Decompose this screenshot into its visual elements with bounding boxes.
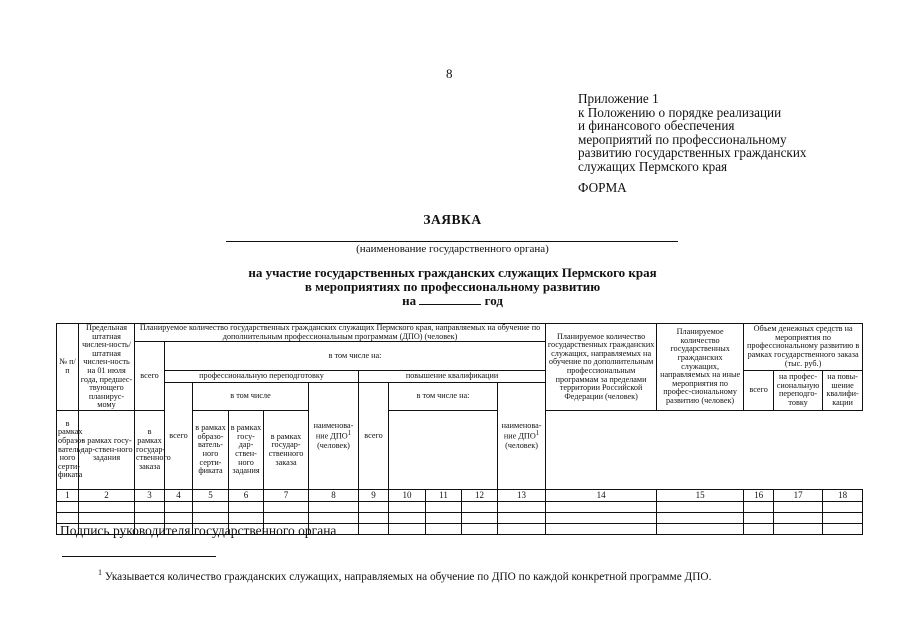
table-cell[interactable] — [657, 512, 744, 523]
header-qualification-dpo: наименова-ние ДПО$^1$ (человек) — [498, 383, 546, 490]
column-number: 6 — [229, 489, 264, 501]
column-number: 11 — [426, 489, 462, 501]
header-qualification-order: в рамках государ-ственного заказа — [264, 410, 309, 489]
table-cell[interactable] — [389, 512, 426, 523]
header-retraining-incl: в том числе — [193, 383, 309, 411]
column-number: 12 — [462, 489, 498, 501]
table-cell[interactable] — [744, 501, 774, 512]
table-cell[interactable] — [79, 501, 135, 512]
table-cell[interactable] — [193, 501, 229, 512]
table-cell[interactable] — [264, 512, 309, 523]
document-subtitle — [0, 266, 905, 308]
header-abroad: Планируемое количество государственных гражданских служащих, направляемых на обучение по дополнительным профессиональным программам за пределами территории Российской Федерации (человек) — [546, 324, 657, 411]
table-cell[interactable] — [462, 501, 498, 512]
document-title: ЗАЯВКА — [423, 212, 482, 227]
table-cell[interactable] — [165, 501, 193, 512]
table-cell[interactable] — [657, 523, 744, 534]
table-cell[interactable] — [389, 523, 426, 534]
table-cell[interactable] — [229, 501, 264, 512]
table-cell[interactable] — [165, 512, 193, 523]
table-cell[interactable] — [79, 512, 135, 523]
header-money-total: всего — [744, 370, 774, 410]
page-number: 8 — [446, 66, 453, 81]
column-number-row — [57, 489, 863, 501]
table-row — [57, 501, 863, 512]
form-label: ФОРМА — [578, 180, 627, 195]
column-number: 10 — [389, 489, 426, 501]
table-cell[interactable] — [426, 512, 462, 523]
table-cell[interactable] — [546, 523, 657, 534]
column-number: 14 — [546, 489, 657, 501]
column-number: 17 — [774, 489, 823, 501]
header-retraining-dpo: наименова-ние ДПО$^1$ (человек) — [309, 383, 359, 490]
header-qualification-task: в рамках госу-дар-ствен-ного задания — [229, 410, 264, 489]
header-money-qualification: на повы-шение квалифи-кации — [823, 370, 863, 410]
table-cell[interactable] — [774, 512, 823, 523]
table-cell[interactable] — [426, 501, 462, 512]
subtitle-suffix: год — [484, 293, 503, 308]
table-cell[interactable] — [264, 501, 309, 512]
table-cell[interactable] — [823, 512, 863, 523]
table-cell[interactable] — [135, 501, 165, 512]
header-retraining-task: в рамках госу-дар-ствен-ного задания — [79, 410, 135, 489]
appendix-line: и финансового обеспечения — [578, 118, 735, 134]
column-number: 15 — [657, 489, 744, 501]
appendix-line: развитию государственных гражданских — [578, 145, 807, 161]
appendix-line: к Положению о порядке реализации — [578, 104, 782, 120]
table-cell[interactable] — [774, 523, 823, 534]
footnote-mark: 1 — [98, 568, 102, 577]
header-money: Объем денежных средств на мероприятия по профессиональному развитию в рамках государственного заказа (тыс. руб.) — [744, 324, 863, 371]
table-cell[interactable] — [744, 512, 774, 523]
table-cell[interactable] — [57, 501, 79, 512]
column-number: 4 — [165, 489, 193, 501]
column-number: 16 — [744, 489, 774, 501]
header-qualification: повышение квалификации — [359, 370, 546, 383]
column-number: 9 — [359, 489, 389, 501]
header-retraining-cert: в рамках образо-ватель-ного серти-фиката — [57, 410, 79, 489]
table-cell[interactable] — [774, 501, 823, 512]
column-number: 7 — [264, 489, 309, 501]
column-number: 1 — [57, 489, 79, 501]
subtitle-year-line — [0, 293, 905, 308]
appendix-line: мероприятий по профессиональному — [578, 131, 787, 147]
subtitle-line: на участие государственных гражданских служащих Пермского края — [248, 265, 657, 280]
table-cell[interactable] — [359, 523, 389, 534]
header-retraining-order: в рамках государ-ственного заказа — [135, 410, 165, 489]
table-cell[interactable] — [823, 501, 863, 512]
header-num: № п/п — [57, 324, 79, 411]
footnote-divider — [62, 556, 216, 557]
column-number: 13 — [498, 489, 546, 501]
organ-name-field[interactable] — [226, 241, 678, 242]
table-cell[interactable] — [744, 523, 774, 534]
header-other-events: Планируемое количество государственных гражданских служащих, направляемых на иные мероприятия по профес-сиональному развитию (человек) — [657, 324, 744, 411]
header-staff: Предельная штатная числен-ность/ штатная числен-ность на 01 июля года, предшес-твующего планирус-мому — [79, 324, 135, 411]
subtitle-prefix: на — [402, 293, 417, 308]
header-retraining: профессиональную переподготовку — [165, 370, 359, 383]
header-planned: Планируемое количество государственных гражданских служащих Пермского края, направляемых на обучение по дополнительным профессиональным программам (ДПО) (человек) — [135, 324, 546, 342]
table-cell[interactable] — [546, 512, 657, 523]
column-number: 3 — [135, 489, 165, 501]
table-cell[interactable] — [389, 501, 426, 512]
table-cell[interactable] — [359, 501, 389, 512]
appendix-block — [578, 92, 807, 174]
table-cell[interactable] — [657, 501, 744, 512]
table-cell[interactable] — [309, 512, 359, 523]
table-cell[interactable] — [426, 523, 462, 534]
organ-caption: (наименование государственного органа) — [356, 243, 549, 255]
table-cell[interactable] — [229, 512, 264, 523]
header-qualification-cert: в рамках образо-ватель-ного серти-фиката — [193, 410, 229, 489]
header-including: в том числе на: — [165, 342, 546, 370]
header-total: всего — [135, 342, 165, 411]
footnote-text: Указывается количество гражданских служащих, направляемых на обучение по ДПО по каждой конкретной программе ДПО. — [104, 570, 712, 583]
year-field[interactable] — [419, 293, 481, 305]
column-number: 2 — [79, 489, 135, 501]
column-number: 5 — [193, 489, 229, 501]
table-cell[interactable] — [57, 512, 79, 523]
signature-label: Подпись руководителя государственного органа — [60, 523, 337, 538]
application-table — [56, 323, 863, 535]
column-number: 8 — [309, 489, 359, 501]
footnote — [98, 568, 711, 583]
subtitle-line: в мероприятиях по профессиональному развитию — [304, 278, 601, 294]
table-cell[interactable] — [546, 501, 657, 512]
table-cell[interactable] — [823, 523, 863, 534]
table-cell[interactable] — [135, 512, 165, 523]
table-cell[interactable] — [498, 523, 546, 534]
table-cell[interactable] — [359, 512, 389, 523]
appendix-line: Приложение 1 — [578, 91, 659, 106]
header-qualification-total: всего — [359, 383, 389, 490]
header-qualification-incl: в том числе на: — [389, 383, 498, 411]
appendix-line: служащих Пермского края — [578, 158, 728, 174]
column-number: 18 — [823, 489, 863, 501]
table-cell[interactable] — [193, 512, 229, 523]
header-money-retraining: на профес-сиональную переподго-товку — [774, 370, 823, 410]
table-cell[interactable] — [498, 512, 546, 523]
table-cell[interactable] — [498, 501, 546, 512]
header-retraining-total: всего — [165, 383, 193, 490]
table-cell[interactable] — [462, 523, 498, 534]
table-row — [57, 512, 863, 523]
table-cell[interactable] — [309, 501, 359, 512]
table-cell[interactable] — [462, 512, 498, 523]
